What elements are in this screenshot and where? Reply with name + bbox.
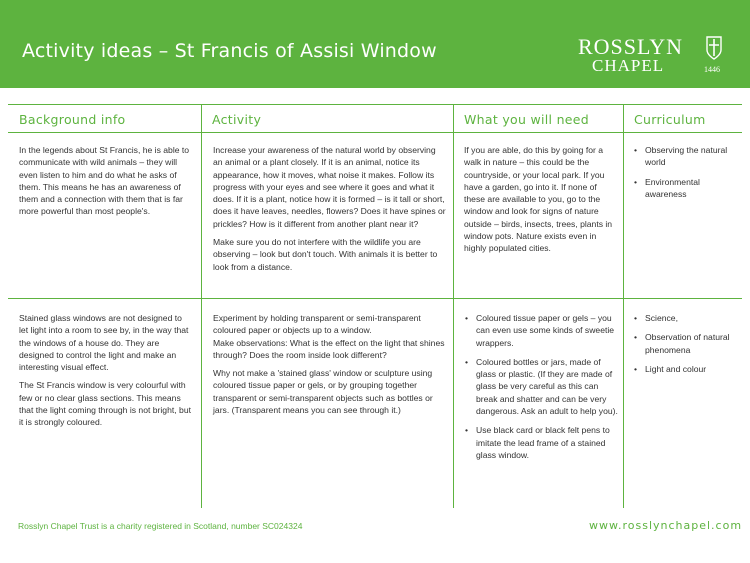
logo-text-chapel: CHAPEL — [592, 56, 665, 75]
row2-need-cell — [464, 312, 620, 468]
logo-text-rosslyn: ROSSLYN — [578, 34, 684, 59]
row2-activity-paragraph-2: Make observations: What is the effect on the light that shines through? Does the room inside look different? — [213, 337, 445, 360]
row1-need-cell — [464, 144, 618, 261]
website-link[interactable]: www.rosslynchapel.com — [589, 519, 743, 532]
column-header-need: What you will need — [464, 112, 590, 127]
curriculum-item: • Environmental awareness — [633, 176, 737, 201]
row1-background-cell — [19, 144, 193, 224]
charity-note: Rosslyn Chapel Trust is a charity registered in Scotland, number SC024324 — [18, 521, 303, 531]
row-divider — [8, 298, 742, 299]
row1-curriculum-cell — [633, 144, 737, 207]
column-divider-3 — [623, 104, 624, 508]
column-header-activity: Activity — [212, 112, 262, 127]
rosslyn-chapel-logo — [578, 34, 728, 74]
row1-background-text: In the legends about St Francis, he is able to communicate with wild animals – they will even listen to him and do what he asks of them. This means he has an awareness of them and a connection with them that is far more powerful than most people's. — [19, 145, 190, 217]
row1-activity-paragraph-1: Increase your awareness of the natural world by observing an animal or a plant closely. If it is an animal, notice its appearance, how it moves, what noise it makes. Follow its progress with your eyes and see where it goes and what it does. If it is a plant, notice how it is formed – is it tall or short, does it have leaves, needles, flowers? Does it have spines or prickles? How is it different from another plant near it? — [213, 145, 446, 229]
curriculum-item: • Observation of natural phenomena — [633, 331, 739, 356]
curriculum-item: • Science, — [633, 312, 739, 324]
activity-table — [8, 104, 742, 508]
row2-background-paragraph-2: The St Francis window is very colourful with few or no clear glass sections. This means that the light coming through is not bright, but it is strongly coloured. — [19, 380, 191, 428]
row2-curriculum-cell — [633, 312, 739, 382]
column-divider-1 — [201, 104, 202, 508]
column-divider-2 — [453, 104, 454, 508]
shield-cross-icon — [706, 36, 722, 60]
row2-background-paragraph-1: Stained glass windows are not designed to let light into a room to see by, in the way that the windows of a house do. They are designed to control the light and make an interesting visual effect. — [19, 313, 189, 373]
logo-year: 1446 — [704, 65, 720, 74]
curriculum-item: • Observing the natural world — [633, 144, 737, 169]
row2-activity-cell — [213, 312, 447, 422]
row2-activity-paragraph-1: Experiment by holding transparent or semi-transparent coloured paper or objects up to a window. — [213, 313, 421, 336]
column-header-background: Background info — [19, 112, 126, 127]
row1-activity-cell — [213, 144, 447, 279]
need-item: • Use black card or black felt pens to imitate the lead frame of a stained glass window. — [464, 424, 620, 461]
header-rule — [8, 132, 742, 133]
header-banner — [0, 0, 750, 88]
need-item: • Coloured tissue paper or gels – you can even use some kinds of sweetie wrappers. — [464, 312, 620, 349]
column-header-curriculum: Curriculum — [634, 112, 706, 127]
row1-need-text: If you are able, do this by going for a walk in nature – this could be the countryside, or your local park. If you have a garden, go into it. If none of these are available to you, go to the window and look for signs of nature outside – birds, insects, trees, plants in window pots. Nature exists even in highly populated cities. — [464, 145, 613, 254]
page-title: Activity ideas – St Francis of Assisi Window — [22, 40, 437, 62]
row2-activity-paragraph-3: Why not make a 'stained glass' window or sculpture using coloured tissue paper or gels, or by grouping together transparent or semi-transparent objects such as bottles or jars. (Transparent means you can see through it.) — [213, 368, 433, 416]
need-item: • Coloured bottles or jars, made of glass or plastic. (If they are made of glass be very careful as this can break and shatter and can be very dangerous. Ask an adult to help you). — [464, 356, 620, 417]
curriculum-item: • Light and colour — [633, 363, 739, 375]
row2-background-cell — [19, 312, 193, 435]
row1-activity-paragraph-2: Make sure you do not interfere with the wildlife you are observing – look but don't touch. With animals it is better to look from a distance. — [213, 237, 438, 272]
